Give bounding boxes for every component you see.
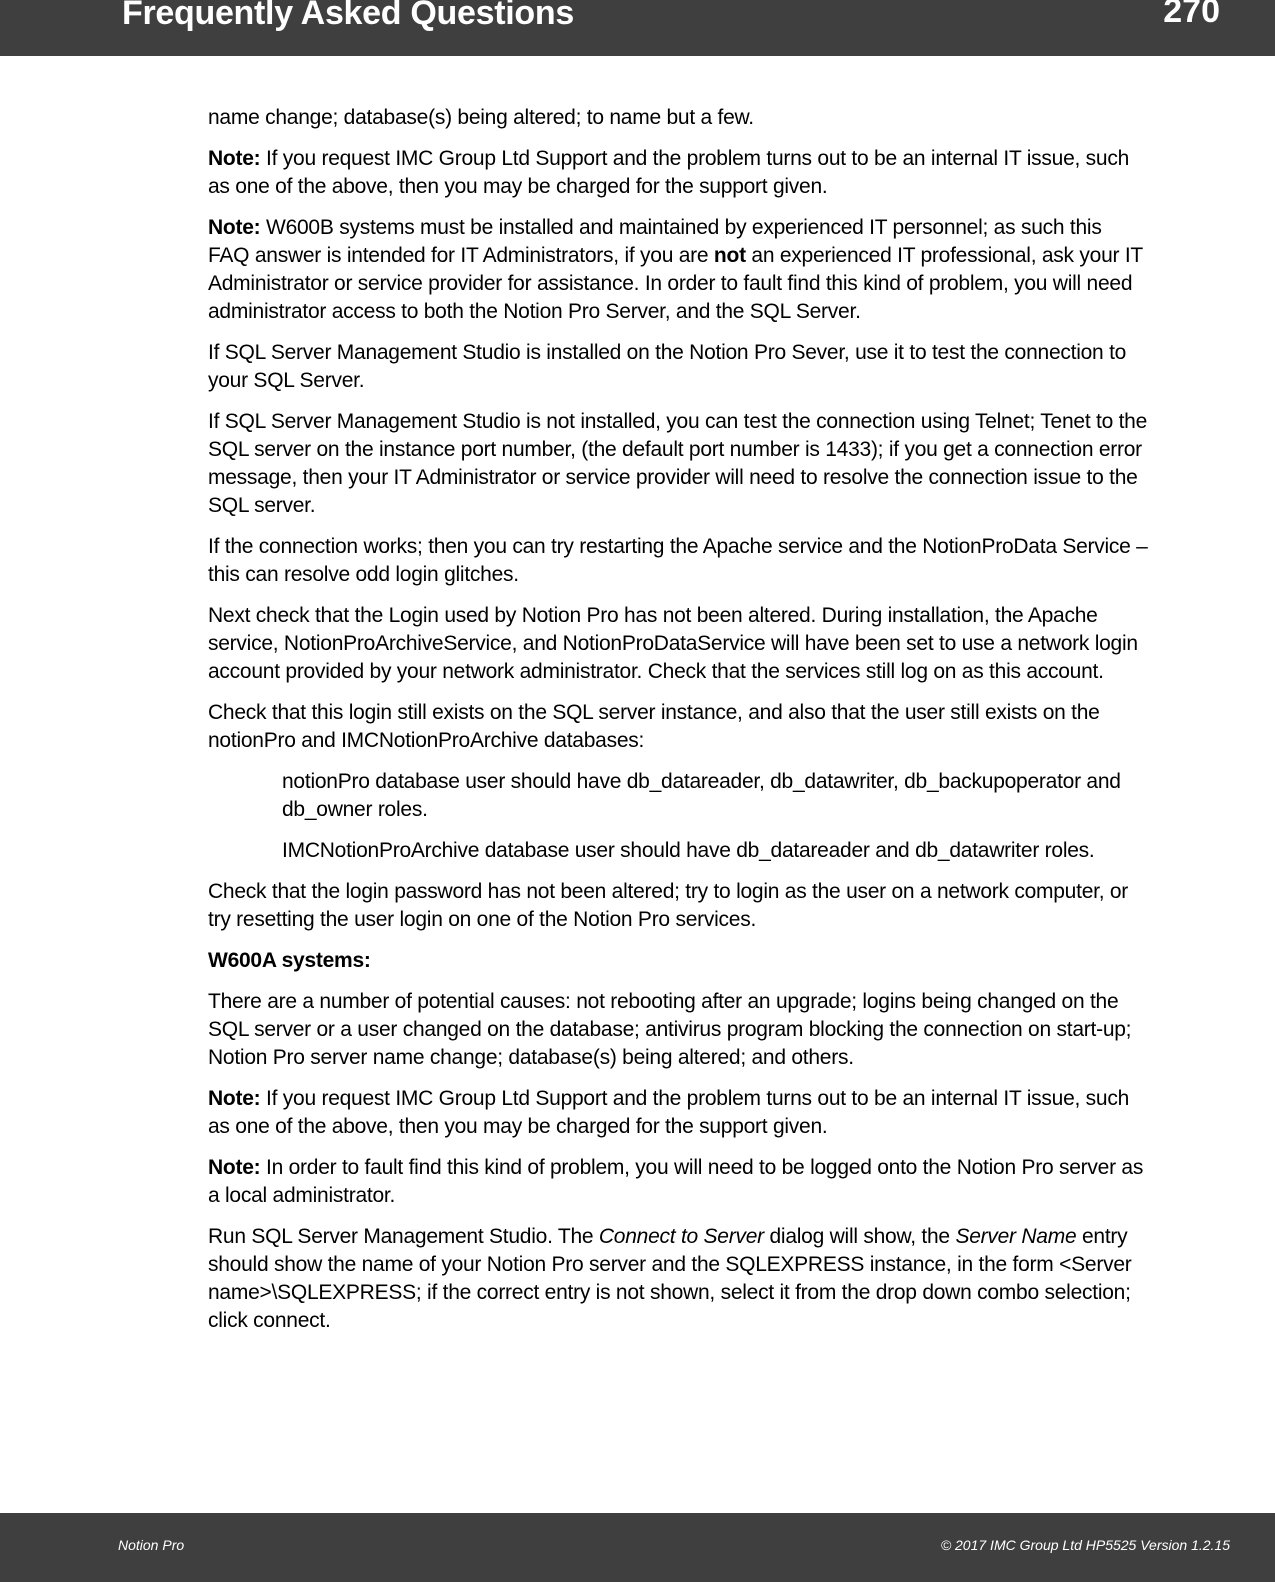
paragraph: If the connection works; then you can try restarting the Apache service and the NotionProData Service – this can resolve odd login glitches. [208, 535, 1148, 586]
ui-term-connect-to-server: Connect to Server [598, 1225, 764, 1248]
text-run: Run SQL Server Management Studio. The [208, 1225, 599, 1248]
page-footer [0, 1513, 1275, 1582]
footer-copyright: © 2017 IMC Group Ltd HP5525 Version 1.2.15 [940, 1537, 1230, 1553]
section-heading [208, 947, 1148, 975]
note-label: Note: [208, 216, 261, 239]
note-paragraph [208, 1085, 1148, 1141]
paragraph: Next check that the Login used by Notion Pro has not been altered. During installation, the Apache service, NotionProArchiveService, and NotionProDataService will have been set to use a network login account provided by your network administrator. Check that the services still log on as this account. [208, 604, 1138, 683]
note-paragraph [208, 145, 1148, 201]
page-header [0, 0, 1275, 56]
text-run: dialog will show, the [763, 1225, 956, 1248]
indented-item: notionPro database user should have db_datareader, db_datawriter, db_backupoperator and db_owner roles. [282, 770, 1121, 821]
paragraph: There are a number of potential causes: not rebooting after an upgrade; logins being changed on the SQL server or a user changed on the database; antivirus program blocking the connection on start-up; Notion Pro server name change; database(s) being altered; and others. [208, 990, 1132, 1069]
page-number: 270 [1163, 0, 1220, 30]
page-title: Frequently Asked Questions [122, 0, 574, 32]
note-paragraph [208, 1154, 1148, 1210]
indented-item: IMCNotionProArchive database user should have db_datareader and db_datawriter roles. [282, 839, 1095, 862]
text-run: entry should show the name of your Notion Pro server and the SQLEXPRESS instance, in the form <Server name>\SQLEXPRESS; if the correct entry is not shown, select it from the drop down combo selection; click connect. [208, 1225, 1132, 1332]
paragraph: Check that this login still exists on the SQL server instance, and also that the user still exists on the notionPro and IMCNotionProArchive databases: [208, 701, 1100, 752]
paragraph: If SQL Server Management Studio is not installed, you can test the connection using Telnet; Tenet to the SQL server on the instance port number, (the default port number is 1433); if you get a connection error message, then your IT Administrator or service provider will need to resolve the connection issue to the SQL server. [208, 410, 1148, 517]
note-label: Note: [208, 1087, 261, 1110]
note-text: If you request IMC Group Ltd Support and the problem turns out to be an internal IT issue, such as one of the above, then you may be charged for the support given. [208, 1087, 1130, 1138]
ui-term-server-name: Server Name [955, 1225, 1077, 1248]
emphasis-not: not [713, 244, 746, 267]
paragraph: Check that the login password has not been altered; try to login as the user on a network computer, or try resetting the user login on one of the Notion Pro services. [208, 880, 1129, 931]
note-text: If you request IMC Group Ltd Support and the problem turns out to be an internal IT issue, such as one of the above, then you may be charged for the support given. [208, 147, 1130, 198]
paragraph [208, 1223, 1148, 1335]
note-text: W600B systems must be installed and maintained by experienced IT personnel; as such this FAQ answer is intended for IT Administrators, if you are [208, 216, 1102, 267]
note-label: Note: [208, 1156, 261, 1179]
paragraph: name change; database(s) being altered; to name but a few. [208, 106, 754, 129]
note-text: an experienced IT professional, ask your IT Administrator or service provider for assistance. In order to fault find this kind of problem, you will need administrator access to both the Notion Pro Server, and the SQL Server. [208, 244, 1143, 323]
note-label: Note: [208, 147, 261, 170]
paragraph: If SQL Server Management Studio is installed on the Notion Pro Sever, use it to test the connection to your SQL Server. [208, 341, 1127, 392]
document-body [208, 104, 1148, 1348]
note-paragraph [208, 214, 1148, 326]
footer-product-name: Notion Pro [118, 1537, 185, 1553]
note-text: In order to fault find this kind of problem, you will need to be logged onto the Notion Pro server as a local administrator. [208, 1156, 1144, 1207]
section-heading-text: W600A systems: [208, 949, 371, 972]
